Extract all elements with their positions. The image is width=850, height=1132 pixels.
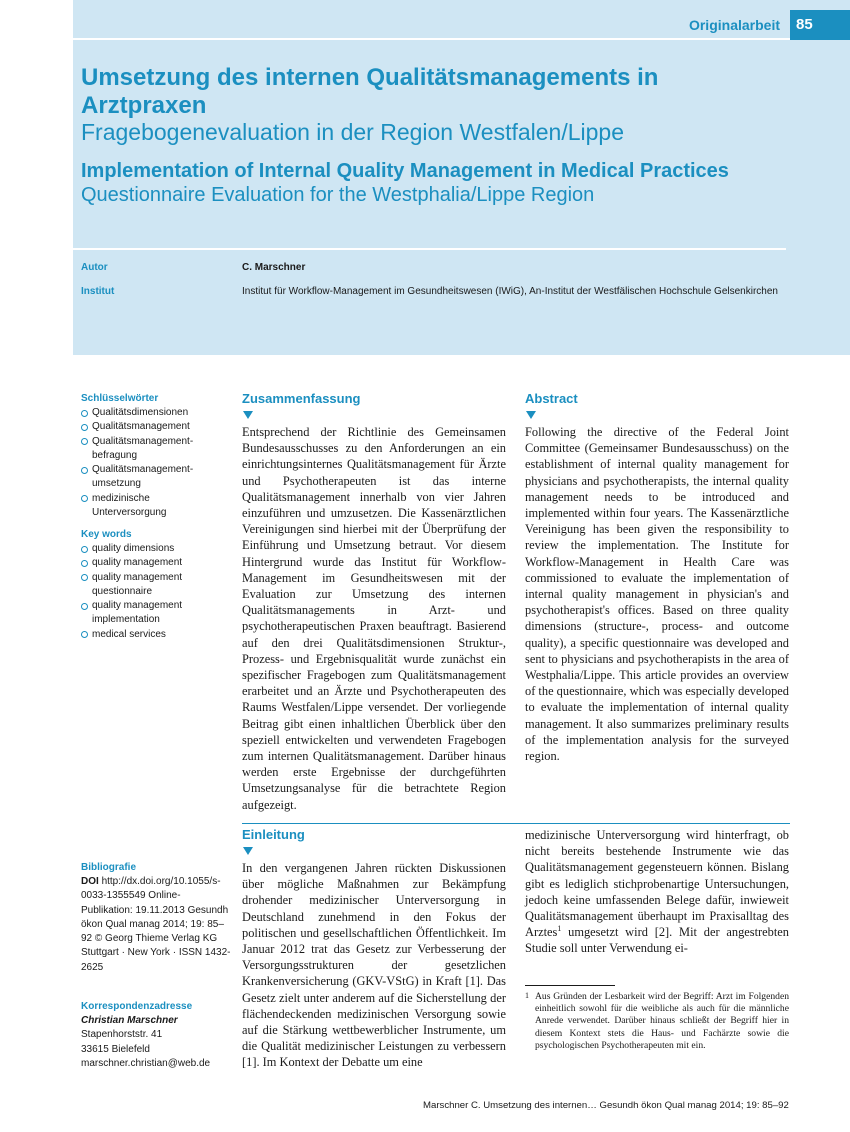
title-german: Umsetzung des internen Qualitätsmanagements in Arztpraxen bbox=[81, 64, 659, 119]
bibliography-details: http://dx.doi.org/10.1055/s-0033-1355549 Online-Publikation: 19.11.2013 Gesundh ökon Qual manag 2014; 19: 85–92 © Georg Thieme Verlag KG Stuttgart · New York · ISSN 1432-2625 bbox=[81, 876, 231, 973]
keyword-item: Qualitätsmanagement-befragung bbox=[81, 435, 226, 464]
keywords-de-list bbox=[81, 406, 226, 520]
footer-citation: Marschner C. Umsetzung des internen… Gesundh ökon Qual manag 2014; 19: 85–92 bbox=[423, 1100, 789, 1111]
keyword-item: quality management questionnaire bbox=[81, 571, 226, 600]
bullet-icon bbox=[81, 631, 88, 638]
abstract-heading: Abstract bbox=[525, 391, 578, 406]
author-name: C. Marschner bbox=[242, 262, 306, 273]
title-english: Implementation of Internal Quality Management in Medical Practices bbox=[81, 160, 729, 182]
correspondence-street: Stapenhorststr. 41 bbox=[81, 1029, 163, 1041]
footnote-marker: 1 bbox=[557, 924, 562, 934]
correspondence-name: Christian Marschner bbox=[81, 1015, 178, 1026]
zusammenfassung-heading: Zusammenfassung bbox=[242, 391, 361, 406]
keyword-item: medizinische Unterversorgung bbox=[81, 492, 226, 521]
bibliography-heading: Bibliografie bbox=[81, 862, 137, 873]
keywords-en-list bbox=[81, 542, 226, 642]
keyword-item: medical services bbox=[81, 628, 226, 642]
keywords-de-heading: Schlüsselwörter bbox=[81, 393, 159, 404]
zusammenfassung-text: Entsprechend der Richtlinie des Gemeinsamen Bundesausschusses zu den Anforderungen an ein einrichtungsinternes Qualitätsmanagement für Ärzte und Psychotherapeuten ist das interne Qualitätsmanagement innerhalb von vier Jahren einzuführen und umzusetzen. Die Kassenärztlichen Vereinigungen sind hierbei mit der Überprüfung der Einführung und Umsetzung betraut. Vor diesem Hintergrund wurde das Institut für Workflow-Management im Gesundheitswesen mit der Evaluation zur Umsetzung des internen Qualitätsmanagements in Arzt- und psychotherapeutischen Praxen beauftragt. Basierend auf den drei Qualitätsdimensionen Struktur-, Prozess- und Ergebnisqualität wurde zunächst ein spezifischer Fragebogen zum Qualitätsmanagement erarbeitet und an Ärzte und Psychotherapeuten des Raums Westfalen/Lippe versendet. Der vorliegende Beitrag gibt einen inhaltlichen Überblick über den speziell entwickelten und verwendeten Fragebogen zum internen Qualitätsmanagement. Darüber hinaus werden erste Ergebnisse der durchgeführten Umsetzungsanalyse für die betrachtete Region aufgezeigt. bbox=[242, 425, 506, 812]
doi-label: DOI bbox=[81, 876, 99, 887]
section-label: Originalarbeit bbox=[688, 17, 780, 33]
keyword-item: quality management bbox=[81, 556, 226, 570]
section-rule bbox=[242, 823, 790, 824]
keyword-item: quality dimensions bbox=[81, 542, 226, 556]
correspondence-city: 33615 Bielefeld bbox=[81, 1043, 150, 1055]
bullet-icon bbox=[81, 424, 88, 431]
keyword-item: quality management implementation bbox=[81, 599, 226, 628]
subtitle-english: Questionnaire Evaluation for the Westphalia/Lippe Region bbox=[81, 184, 595, 206]
author-label: Autor bbox=[81, 262, 108, 273]
bullet-icon bbox=[81, 574, 88, 581]
keyword-item: Qualitätsdimensionen bbox=[81, 406, 226, 420]
bullet-icon bbox=[81, 410, 88, 417]
keywords-en-heading: Key words bbox=[81, 529, 132, 540]
subtitle-german: Fragebogenevaluation in der Region Westfalen/Lippe bbox=[81, 119, 625, 145]
einleitung-text-left: In den vergangenen Jahren rückten Diskussionen über mögliche Maßnahmen zur Bekämpfung drohender medizinischer Unterversorgung in Deutschland zunehmend in den Fokus der politischen und gesellschaftlichen Öffentlichkeit. Im Januar 2012 trat das Gesetz zur Verbesserung der Versorgungsstrukturen der gesetzlichen Krankenversicherung (GKV-VStG) in Kraft [1]. Das Gesetz zielt unter anderem auf die Sicherstellung der flächendeckenden medizinischen Versorgung sowie auf die Stärkung wettbewerblicher Instrumente, um die Qualität medizinischer Leistungen zu verbessern [1]. Im Kontext der Debatte um eine bbox=[242, 861, 506, 1070]
footnote bbox=[525, 991, 789, 1052]
bullet-icon bbox=[81, 603, 88, 610]
institute-name: Institut für Workflow-Management im Gesundheitswesen (IWiG), An-Institut der Westfälischen Hochschule Gelsenkirchen bbox=[242, 286, 778, 297]
triangle-down-icon bbox=[526, 411, 536, 419]
correspondence-email: marschner.christian@web.de bbox=[81, 1057, 211, 1069]
triangle-down-icon bbox=[243, 847, 253, 855]
bibliography-text bbox=[81, 875, 231, 975]
keyword-item: Qualitätsmanagement-umsetzung bbox=[81, 463, 226, 492]
bullet-icon bbox=[81, 546, 88, 553]
bullet-icon bbox=[81, 495, 88, 502]
correspondence-heading: Korrespondenzadresse bbox=[81, 1001, 193, 1012]
triangle-down-icon bbox=[243, 411, 253, 419]
page-number: 85 bbox=[796, 16, 813, 33]
footnote-text: Aus Gründen der Lesbarkeit wird der Begriff: Arzt im Folgenden einheitlich sowohl für die weibliche als auch für die männliche Anrede verwendet. Darüber hinaus schließt der Begriff hier in diesem Kontext stets die Haus- und Fachärzte sowie die psychologischen Psychotherapeuten mit ein. bbox=[535, 991, 789, 1051]
bullet-icon bbox=[81, 438, 88, 445]
title-divider bbox=[73, 248, 786, 250]
einleitung-text-right: medizinische Unterversorgung wird hinterfragt, ob nicht bereits bestehende Instrumente wie das Qualitätsmanagement gegensteuern können. Bislang gibt es lediglich stichprobenartige Untersuchungen, jedoch keine umfassenden Belege dafür, inwieweit Qualitätsmanagement überhaupt im Praxisalltag des Arztes$^1$ umgesetzt wird [2]. Mit der angestrebten Studie soll unter Verwendung ei- bbox=[525, 828, 789, 956]
footnote-rule bbox=[525, 985, 615, 986]
keyword-item: Qualitätsmanagement bbox=[81, 420, 226, 434]
einleitung-heading: Einleitung bbox=[242, 827, 305, 842]
bullet-icon bbox=[81, 560, 88, 567]
institute-label: Institut bbox=[81, 286, 115, 297]
correspondence-address bbox=[81, 1014, 231, 1071]
footnote-number: 1 bbox=[525, 991, 529, 1000]
header-divider bbox=[73, 38, 850, 40]
abstract-text: Following the directive of the Federal Joint Committee (Gemeinsamer Bundesausschuss) on the establishment of internal quality management for physicians and psychotherapists, the internal quality management needs to be introduced and implemented within four years. The Kassenärztliche Vereinigung has been given the responsibility to review the implementation. The Institute for Workflow-Management in Health Care was commissioned to evaluate the implementation of internal quality management in physician's and psychotherapist's offices. Based on three quality dimensions (structure-, process- and outcome quality), a specific questionnaire was developed and sent to physicians and psychotherapists in the area of Westphalia/Lippe. This article provides an overview of the questionnaire, which was especially developed to evaluate the implementation of internal quality management. It also summarizes preliminary results of the implementation analysis for the surveyed region. bbox=[525, 425, 789, 764]
bullet-icon bbox=[81, 467, 88, 474]
